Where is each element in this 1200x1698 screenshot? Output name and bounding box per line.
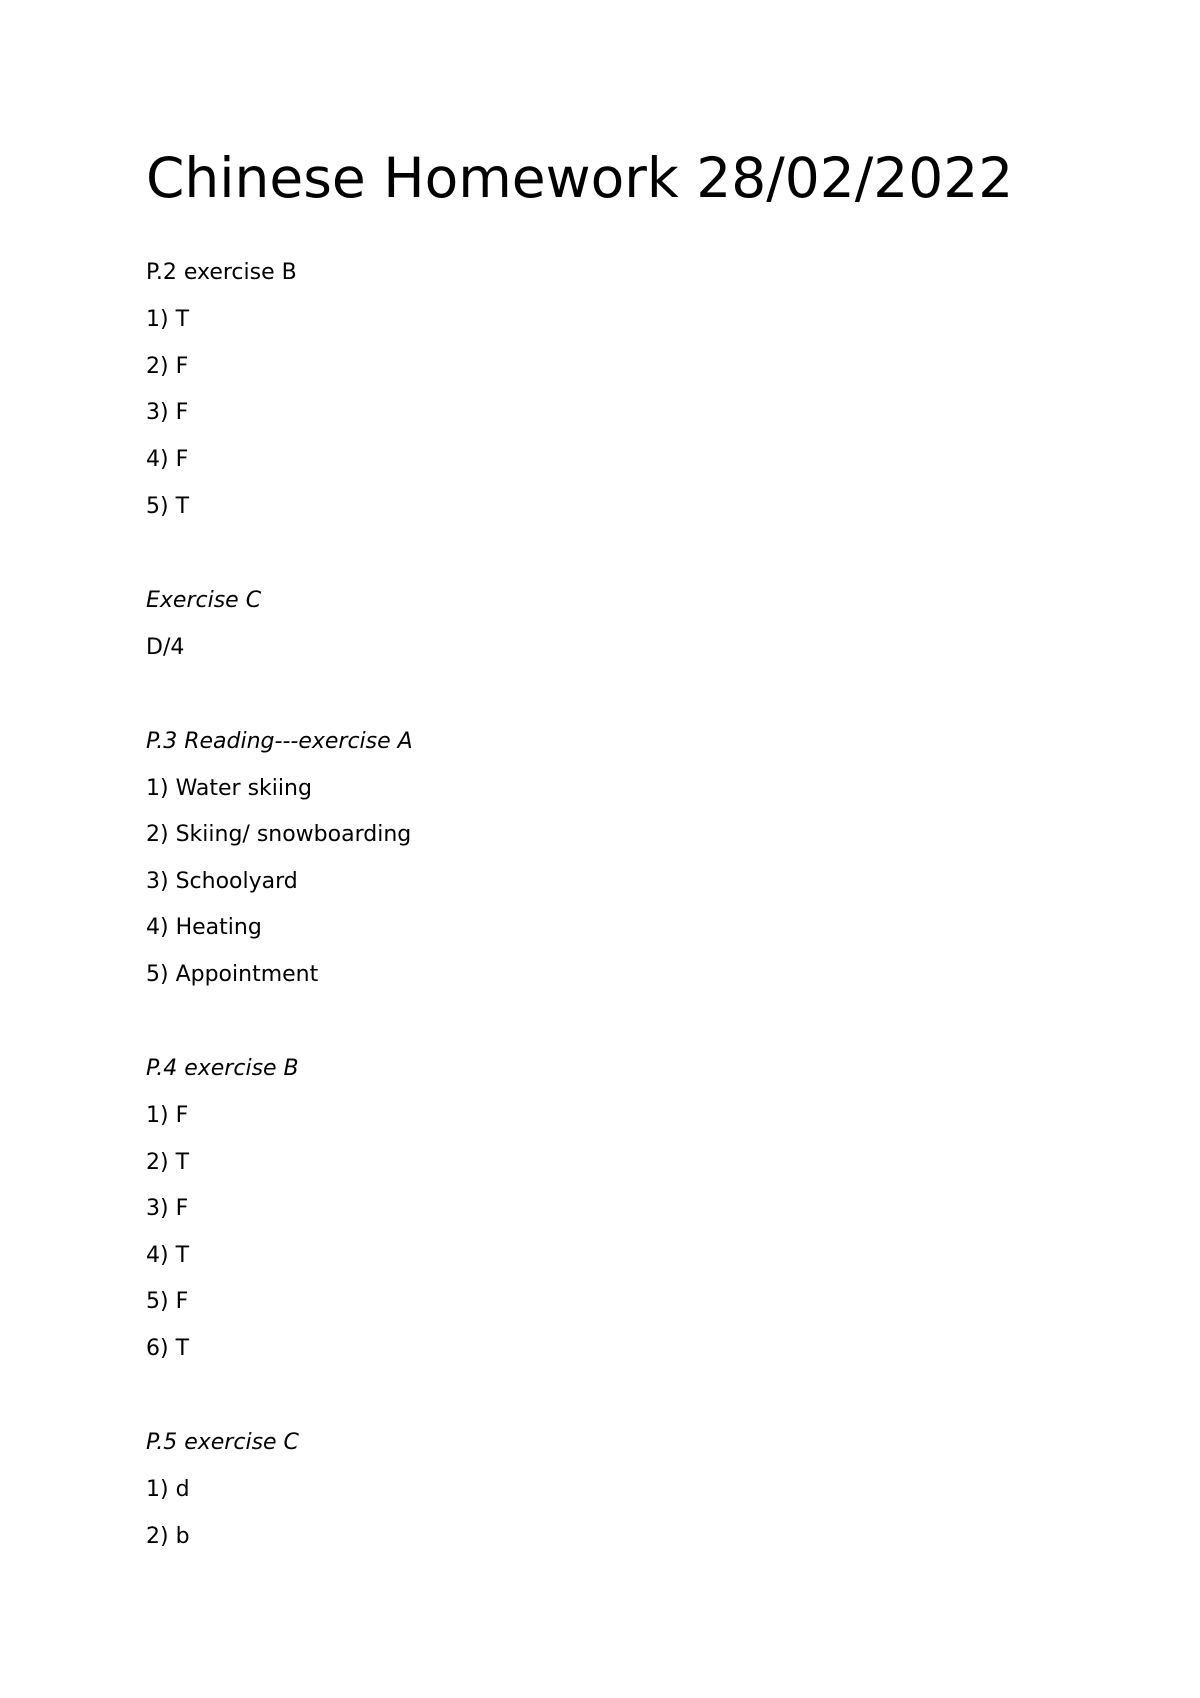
answer-item: D/4 xyxy=(146,635,185,660)
document-page xyxy=(146,0,1146,1698)
page-title: Chinese Homework 28/02/2022 xyxy=(146,146,1014,210)
section-heading: P.4 exercise B xyxy=(146,1056,299,1081)
answer-item: 1) Water skiing xyxy=(146,776,312,801)
answer-item: 2) b xyxy=(146,1524,190,1549)
answer-item: 3) Schoolyard xyxy=(146,869,298,894)
answer-item: 3) F xyxy=(146,400,189,425)
answer-item: 5) Appointment xyxy=(146,962,319,987)
answer-item: 1) F xyxy=(146,1103,189,1128)
answer-item: 1) d xyxy=(146,1477,190,1502)
answer-item: 2) F xyxy=(146,354,189,379)
answer-item: 5) T xyxy=(146,494,190,519)
answer-item: 2) T xyxy=(146,1150,190,1175)
answer-item: 5) F xyxy=(146,1289,189,1314)
answer-item: 4) Heating xyxy=(146,915,262,940)
section-heading: P.2 exercise B xyxy=(146,260,297,285)
section-heading: P.5 exercise C xyxy=(146,1430,299,1455)
answer-item: 1) T xyxy=(146,307,190,332)
answer-item: 3) F xyxy=(146,1196,189,1221)
answer-item: 4) F xyxy=(146,447,189,472)
answer-item: 2) Skiing/ snowboarding xyxy=(146,822,412,847)
section-heading: Exercise C xyxy=(146,588,262,613)
answer-item: 6) T xyxy=(146,1336,190,1361)
section-heading: P.3 Reading---exercise A xyxy=(146,729,413,754)
answer-item: 4) T xyxy=(146,1243,190,1268)
